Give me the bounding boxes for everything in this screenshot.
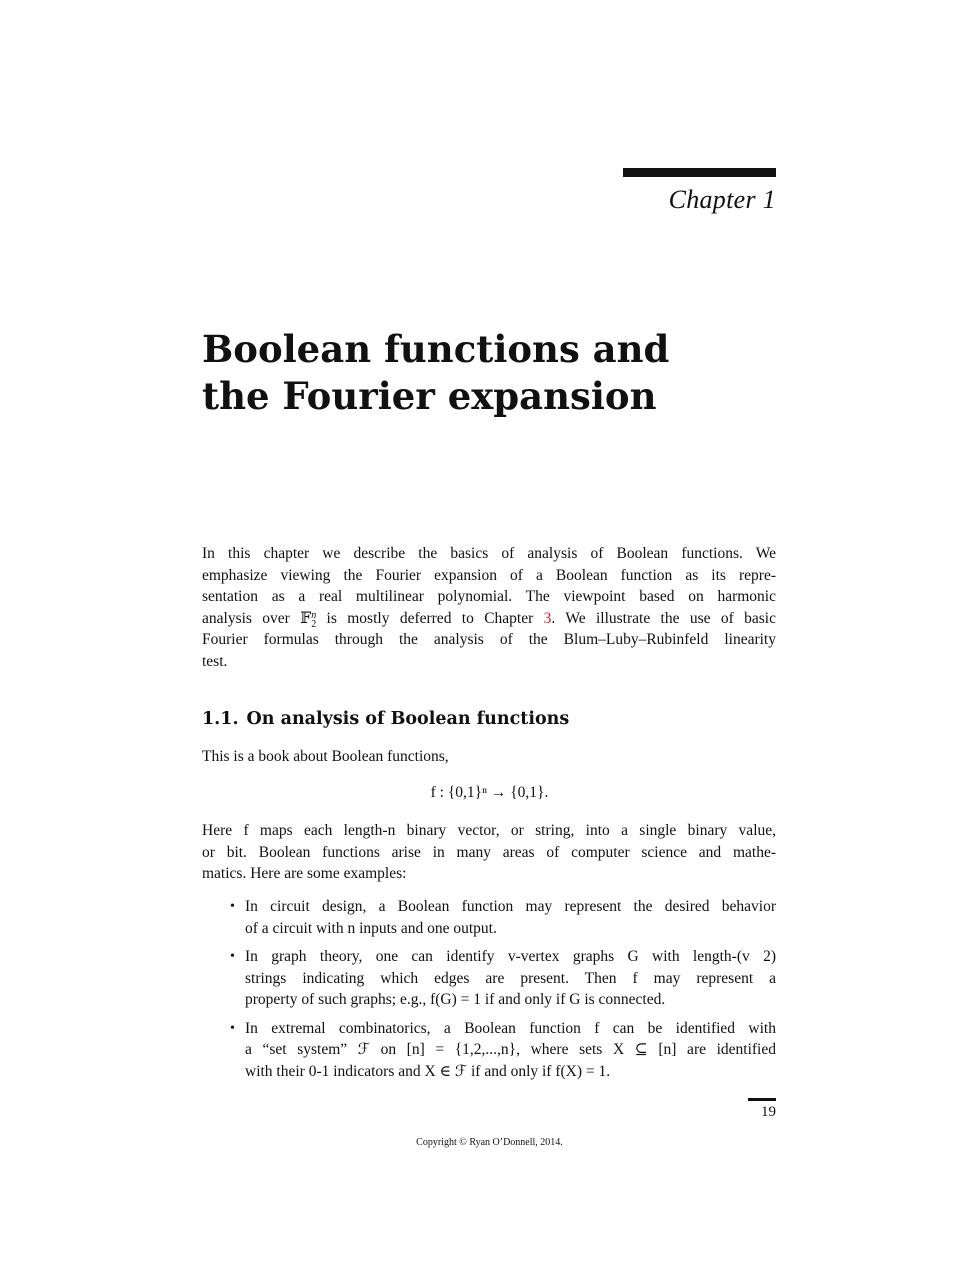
list-item-line: strings indicating which edges are present. Then f may represent a [245,969,776,987]
bullet-icon: • [230,1020,235,1036]
intro-paragraph [202,543,776,672]
intro-text: is mostly deferred to Chapter [316,609,544,627]
list-item-line: with their 0-1 indicators and X ∈ ℱ if and only if f(X) = 1. [245,1062,611,1080]
display-equation: f : {0,1}ⁿ → {0,1}. [430,784,549,801]
list-item [230,896,776,939]
body-line: Here f maps each length-n binary vector, or string, into a single binary value, [202,822,776,839]
copyright-notice: Copyright © Ryan O’Donnell, 2014. [416,1137,563,1148]
superscript: n [311,609,317,621]
chapter-title-line: Boolean functions and [202,327,670,371]
intro-line-4 [202,608,776,630]
body-line: or bit. Boolean functions arise in many areas of computer science and mathe- [202,843,776,861]
body-line: matics. Here are some examples: [202,865,407,882]
section-number: 1.1. [202,709,239,729]
intro-line: test. [202,652,228,670]
list-item-line: In graph theory, one can identify v-vertex graphs G with length-(v 2) [245,948,776,965]
bullet-icon: • [230,899,235,914]
chapter-label: Chapter 1 [668,185,776,214]
chapter-rule [623,168,776,177]
intro-line: In this chapter we describe the basics of analysis of Boolean functions. We [202,545,776,562]
chapter-3-link[interactable]: 3 [543,609,552,627]
examples-list [230,896,776,1089]
intro-text: analysis over 𝔽 [202,609,312,627]
list-item-line: a “set system” ℱ on [n] = {1,2,...,n}, where sets X ⊆ [n] are identified [245,1041,776,1058]
intro-text: . We illustrate the use of basic [551,609,776,627]
list-item-line: In extremal combinatorics, a Boolean function f can be identified with [245,1019,776,1037]
intro-line: emphasize viewing the Fourier expansion of a Boolean function as its repre- [202,566,776,584]
list-item-line: In circuit design, a Boolean function may represent the desired behavior [245,898,776,915]
body-paragraph: This is a book about Boolean functions, [202,748,449,765]
chapter-title [202,326,802,420]
subscript: 2 [311,618,317,630]
list-item [230,1018,776,1083]
list-item [230,946,776,1011]
list-item-line: property of such graphs; e.g., f(G) = 1 if and only if G is connected. [245,991,666,1008]
body-paragraph [202,820,776,885]
bullet-icon: • [230,949,235,964]
chapter-title-line: the Fourier expansion [202,374,657,418]
section-heading [202,709,569,729]
page-number: 19 [761,1104,776,1120]
intro-line: sentation as a real multilinear polynomial. The viewpoint based on harmonic [202,588,776,605]
page-number-rule [748,1098,776,1101]
list-item-line: of a circuit with n inputs and one output. [245,919,497,937]
intro-line: Fourier formulas through the analysis of the Blum–Luby–Rubinfeld linearity [202,631,776,648]
section-title: On analysis of Boolean functions [246,709,570,729]
